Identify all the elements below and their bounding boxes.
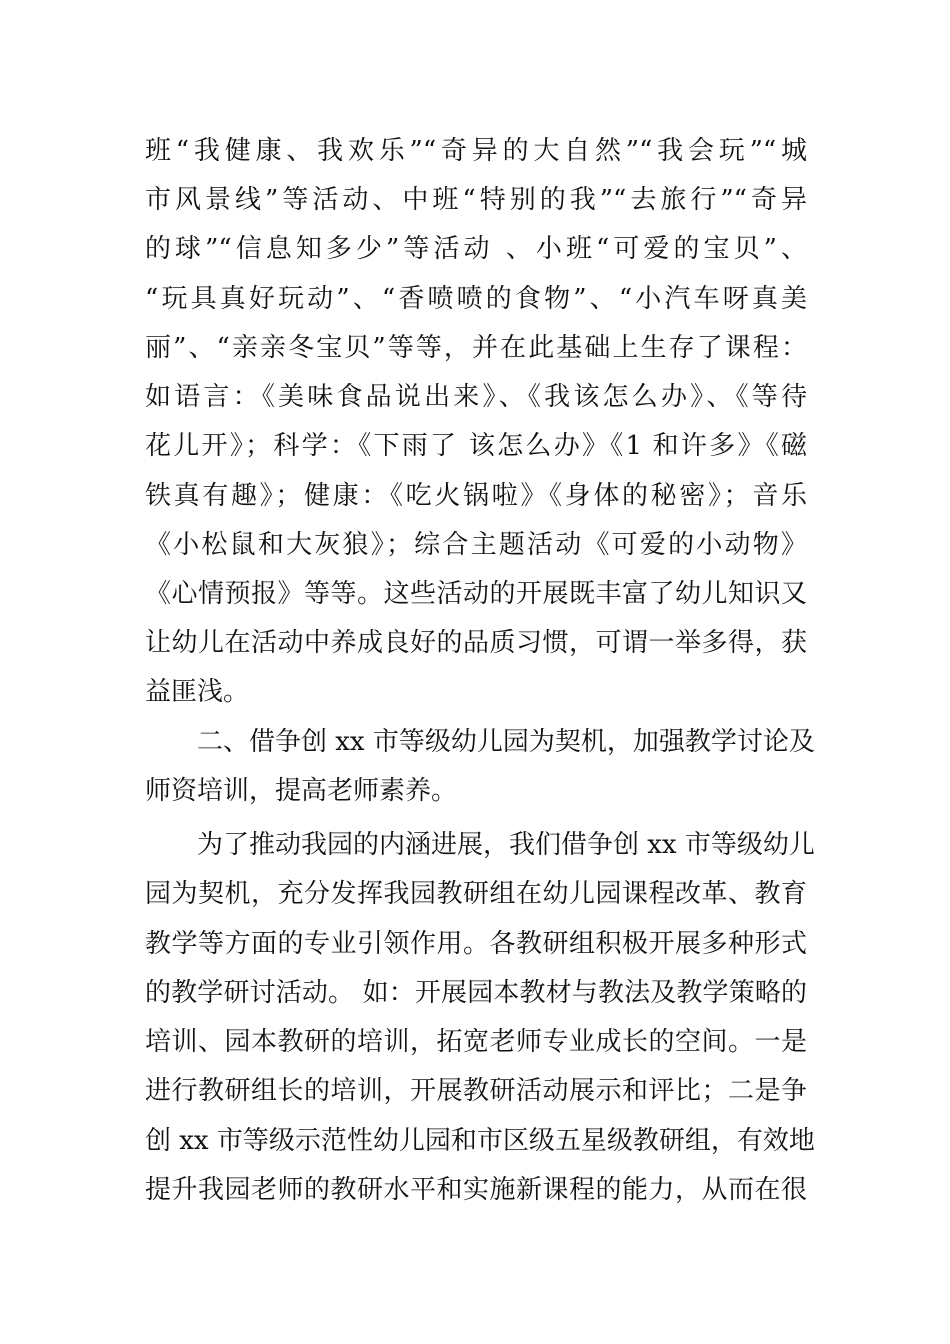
text-line: 《小松鼠和大灰狼》；综合主题活动《可爱的小动物》 xyxy=(145,530,807,560)
section-heading-line: 二、借争创 xx 市等级幼儿园为契机，加强教学讨论及 xyxy=(197,727,815,757)
text-line: 让幼儿在活动中养成良好的品质习惯，可谓一举多得，获 xyxy=(145,628,807,658)
text-line: 益匪浅。 xyxy=(145,677,250,707)
text-line: 创 xx 市等级示范性幼儿园和市区级五星级教研组，有效地 xyxy=(145,1126,815,1156)
text-line: “玩具真好玩动”、“香喷喷的食物”、“小汽车呀真美 xyxy=(145,284,807,314)
text-line: 铁真有趣》；健康：《吃火锅啦》《身体的秘密》；音乐 xyxy=(145,481,807,511)
text-line: 教学等方面的专业引领作用。各教研组积极开展多种形式 xyxy=(145,929,807,959)
text-line: 园为契机，充分发挥我园教研组在幼儿园课程改革、教育 xyxy=(145,879,807,909)
text-line: 丽”、“亲亲冬宝贝”等等，并在此基础上生存了课程： xyxy=(145,333,807,363)
text-line: 进行教研组长的培训，开展教研活动展示和评比；二是争 xyxy=(145,1076,807,1106)
text-line: 提升我园老师的教研水平和实施新课程的能力，从而在很 xyxy=(145,1175,807,1205)
text-line: 如语言：《美味食品说出来》、《我该怎么办》、《等待 xyxy=(145,382,807,412)
text-line: 为了推动我园的内涵进展，我们借争创 xx 市等级幼儿 xyxy=(197,830,815,860)
text-line: 市风景线”等活动、中班“特别的我”“去旅行”“奇异 xyxy=(145,185,807,215)
section-heading-line: 师资培训，提高老师素养。 xyxy=(145,776,458,806)
text-line: 花儿开》；科学：《下雨了 该怎么办》《1 和许多》《磁 xyxy=(145,431,807,461)
text-line: 《心情预报》等等。这些活动的开展既丰富了幼儿知识又 xyxy=(145,579,807,609)
text-line: 的教学研讨活动。 如：开展园本教材与教法及教学策略的 xyxy=(145,978,807,1008)
text-line: 培训、园本教研的培训，拓宽老师专业成长的空间。一是 xyxy=(145,1027,807,1057)
text-line: 的球”“信息知多少”等活动 、小班“可爱的宝贝”、 xyxy=(145,234,807,264)
text-line: 班“我健康、我欢乐”“奇异的大自然”“我会玩”“城 xyxy=(145,136,807,166)
